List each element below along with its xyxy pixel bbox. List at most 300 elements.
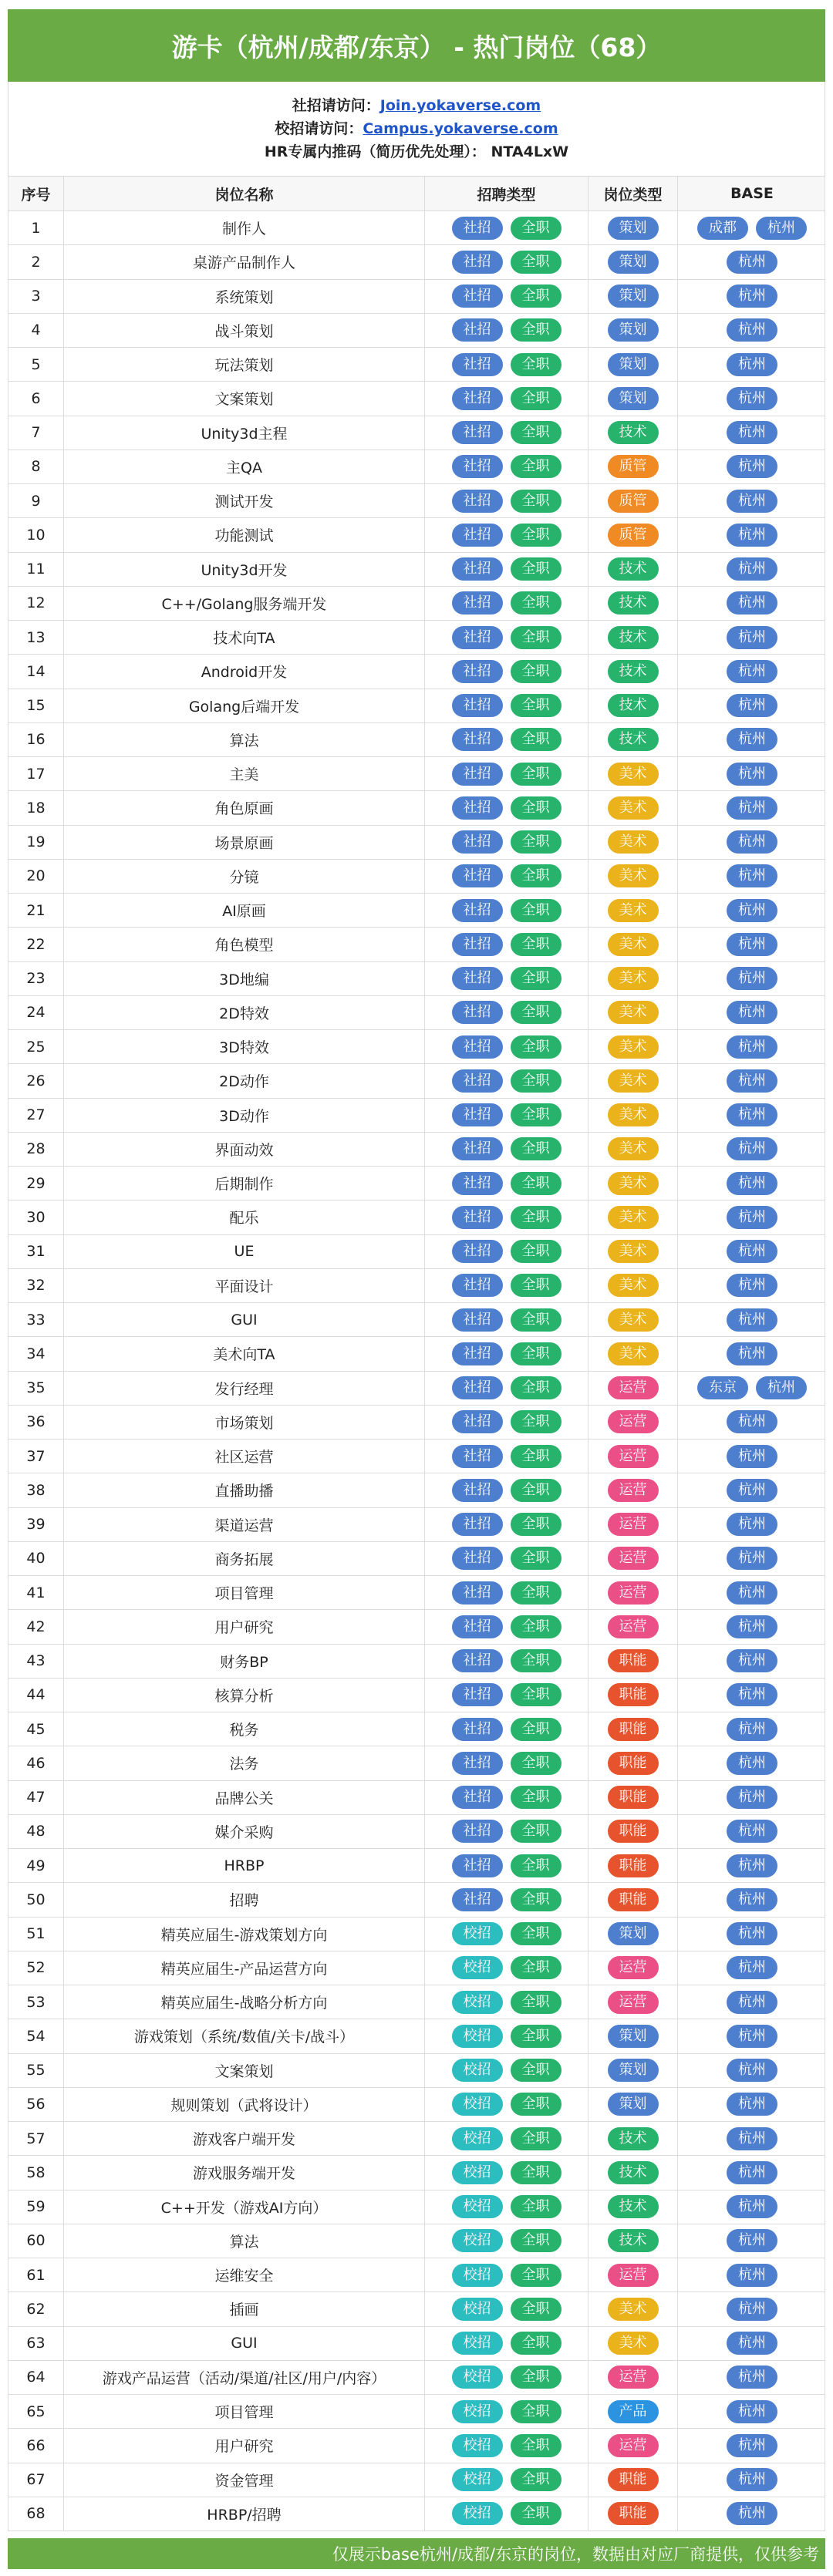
job-type-badge: 策划 [608, 2093, 659, 2116]
base-city-badge: 杭州 [727, 490, 777, 513]
cell-base [678, 1576, 826, 1609]
cell-job-type [588, 1508, 678, 1541]
base-city-badge: 杭州 [727, 591, 777, 615]
employment-badge: 全职 [511, 2059, 562, 2082]
job-type-badge: 运营 [608, 1581, 659, 1605]
cell-hire-type [425, 2292, 588, 2325]
base-city-badge: 杭州 [727, 1786, 777, 1809]
cell-no: 60 [8, 2224, 64, 2258]
cell-hire-type [425, 1883, 588, 1916]
cell-no: 53 [8, 1985, 64, 2019]
cell-hire-type [425, 1951, 588, 1985]
hire-type-badge: 校招 [452, 2264, 503, 2287]
cell-no: 66 [8, 2429, 64, 2462]
base-city-badge: 杭州 [727, 1581, 777, 1605]
hire-type-badge: 社招 [452, 251, 503, 274]
employment-badge: 全职 [511, 2366, 562, 2389]
cell-no: 57 [8, 2122, 64, 2155]
cell-job-type [588, 621, 678, 654]
cell-job-type [588, 2224, 678, 2258]
table-row[interactable] [8, 1645, 825, 1679]
table-row[interactable] [8, 1679, 825, 1712]
table-row[interactable] [8, 416, 825, 450]
campus-link[interactable]: Campus.yokaverse.com [363, 120, 558, 137]
job-type-badge: 职能 [608, 1718, 659, 1741]
cell-job-type [588, 1440, 678, 1473]
base-city-badge: 杭州 [727, 2400, 777, 2423]
cell-job-type [588, 2054, 678, 2087]
cell-hire-type [425, 1372, 588, 1405]
employment-badge: 全职 [511, 2229, 562, 2252]
cell-job-name: 媒介采购 [64, 1815, 425, 1848]
employment-badge: 全职 [511, 1615, 562, 1638]
table-row[interactable] [8, 1610, 825, 1644]
cell-no: 48 [8, 1815, 64, 1848]
cell-job-name: 3D地编 [64, 962, 425, 995]
cell-job-name: 游戏服务端开发 [64, 2156, 425, 2189]
hire-type-badge: 社招 [452, 660, 503, 683]
table-row[interactable] [8, 1372, 825, 1406]
table-row[interactable] [8, 1064, 825, 1098]
hire-type-badge: 社招 [452, 1035, 503, 1059]
table-row[interactable] [8, 2122, 825, 2156]
base-city-badge: 杭州 [727, 1069, 777, 1093]
cell-no: 14 [8, 655, 64, 688]
base-city-badge: 杭州 [727, 1991, 777, 2014]
cell-hire-type [425, 791, 588, 824]
cell-base [678, 2497, 826, 2531]
table-row[interactable] [8, 2395, 825, 2429]
cell-hire-type [425, 1235, 588, 1268]
cell-hire-type [425, 1064, 588, 1097]
employment-badge: 全职 [511, 2093, 562, 2116]
table-row[interactable] [8, 587, 825, 621]
table-row[interactable] [8, 1030, 825, 1064]
job-type-badge: 美术 [608, 1308, 659, 1332]
cell-no: 54 [8, 2019, 64, 2052]
hire-type-badge: 社招 [452, 933, 503, 956]
job-type-badge: 美术 [608, 1172, 659, 1195]
cell-hire-type [425, 2258, 588, 2291]
table-row[interactable] [8, 791, 825, 825]
cell-no: 63 [8, 2327, 64, 2360]
hire-type-badge: 社招 [452, 1547, 503, 1570]
cell-job-type [588, 2258, 678, 2291]
table-row[interactable] [8, 2292, 825, 2326]
employment-badge: 全职 [511, 2434, 562, 2457]
hire-type-badge: 社招 [452, 1513, 503, 1536]
cell-job-name: 财务BP [64, 1645, 425, 1678]
cell-job-name: 角色模型 [64, 928, 425, 961]
table-row[interactable] [8, 2463, 825, 2497]
cell-job-name: 角色原画 [64, 791, 425, 824]
employment-badge: 全职 [511, 2298, 562, 2321]
table-row[interactable] [8, 2156, 825, 2190]
hire-type-badge: 社招 [452, 694, 503, 717]
table-row[interactable] [8, 1099, 825, 1133]
table-row[interactable] [8, 1712, 825, 1746]
employment-badge: 全职 [511, 455, 562, 478]
employment-badge: 全职 [511, 1172, 562, 1195]
cell-hire-type [425, 518, 588, 551]
hire-type-badge: 社招 [452, 1683, 503, 1706]
cell-job-name: 精英应届生-产品运营方向 [64, 1951, 425, 1985]
col-header-base: BASE [730, 185, 774, 202]
cell-base [678, 450, 826, 483]
table-row[interactable] [8, 621, 825, 655]
hire-type-badge: 校招 [452, 2195, 503, 2218]
cell-job-name: 2D特效 [64, 996, 425, 1029]
cell-job-type [588, 587, 678, 620]
job-type-badge: 质管 [608, 455, 659, 478]
social-prefix: 社招请访问： [292, 97, 380, 114]
job-type-badge: 运营 [608, 1513, 659, 1536]
job-type-badge: 美术 [608, 933, 659, 956]
cell-job-name: 界面动效 [64, 1133, 425, 1166]
cell-base [678, 1440, 826, 1473]
cell-job-type [588, 1610, 678, 1643]
hire-type-badge: 社招 [452, 1308, 503, 1332]
cell-base [678, 553, 826, 586]
base-city-badge: 杭州 [727, 1547, 777, 1570]
job-type-badge: 职能 [608, 1649, 659, 1672]
base-city-badge: 杭州 [727, 1513, 777, 1536]
col-header-job-type: 岗位类型 [588, 177, 678, 210]
cell-base [678, 2088, 826, 2121]
cell-job-type [588, 1337, 678, 1370]
hire-type-badge: 校招 [452, 1956, 503, 1979]
table-row[interactable] [8, 2054, 825, 2088]
job-type-badge: 质管 [608, 524, 659, 547]
cell-job-name: 商务拓展 [64, 1542, 425, 1575]
employment-badge: 全职 [511, 318, 562, 342]
employment-badge: 全职 [511, 2195, 562, 2218]
table-row[interactable] [8, 348, 825, 382]
cell-job-type [588, 1951, 678, 1985]
hire-type-badge: 社招 [452, 1240, 503, 1263]
cell-job-name: 场景原画 [64, 826, 425, 859]
table-row[interactable] [8, 1542, 825, 1576]
cell-base [678, 2258, 826, 2291]
cell-job-type [588, 1473, 678, 1507]
cell-job-name: 平面设计 [64, 1269, 425, 1302]
job-type-badge: 运营 [608, 1956, 659, 1979]
table-row[interactable] [8, 1746, 825, 1780]
job-type-badge: 运营 [608, 1479, 659, 1502]
table-row[interactable] [8, 723, 825, 757]
hire-type-badge: 社招 [452, 1581, 503, 1605]
job-type-badge: 职能 [608, 1752, 659, 1775]
job-type-badge: 美术 [608, 2298, 659, 2321]
cell-job-name: 直播助播 [64, 1473, 425, 1507]
table-row[interactable] [8, 2361, 825, 2395]
employment-badge: 全职 [511, 2332, 562, 2355]
job-type-badge: 运营 [608, 2366, 659, 2389]
table-row[interactable] [8, 245, 825, 279]
employment-badge: 全职 [511, 1103, 562, 1126]
job-type-badge: 质管 [608, 490, 659, 513]
hire-type-badge: 社招 [452, 1445, 503, 1468]
table-row[interactable] [8, 689, 825, 723]
employment-badge: 全职 [511, 1342, 562, 1365]
table-row[interactable] [8, 1576, 825, 1610]
table-row[interactable] [8, 280, 825, 314]
cell-job-name: 主QA [64, 450, 425, 483]
cell-job-name: 精英应届生-战略分析方向 [64, 1985, 425, 2019]
table-row[interactable] [8, 1951, 825, 1985]
cell-base [678, 1918, 826, 1951]
cell-job-type [588, 314, 678, 347]
cell-no: 32 [8, 1269, 64, 1302]
base-city-badge: 杭州 [727, 1718, 777, 1741]
table-row[interactable] [8, 1269, 825, 1303]
base-city-badge: 杭州 [727, 1752, 777, 1775]
cell-no: 19 [8, 826, 64, 859]
cell-no: 5 [8, 348, 64, 381]
cell-no: 44 [8, 1679, 64, 1712]
employment-badge: 全职 [511, 728, 562, 751]
cell-job-type [588, 2429, 678, 2462]
employment-badge: 全职 [511, 591, 562, 615]
table-row[interactable] [8, 2019, 825, 2053]
social-link[interactable]: Join.yokaverse.com [379, 97, 541, 114]
cell-base [678, 2361, 826, 2394]
base-city-badge: 杭州 [756, 1376, 807, 1399]
job-type-badge: 产品 [608, 2400, 659, 2423]
cell-job-name: 用户研究 [64, 1610, 425, 1643]
cell-no: 15 [8, 689, 64, 722]
job-type-badge: 美术 [608, 899, 659, 922]
base-city-badge: 杭州 [727, 2298, 777, 2321]
base-city-badge: 杭州 [727, 660, 777, 683]
table-row[interactable] [8, 757, 825, 791]
cell-job-type [588, 1781, 678, 1814]
cell-job-type [588, 518, 678, 551]
cell-no: 2 [8, 245, 64, 278]
cell-base [678, 314, 826, 347]
cell-job-name: 文案策划 [64, 2054, 425, 2087]
employment-badge: 全职 [511, 1035, 562, 1059]
base-city-badge: 杭州 [727, 626, 777, 649]
job-type-badge: 技术 [608, 591, 659, 615]
cell-job-type [588, 962, 678, 995]
cell-base [678, 1167, 826, 1200]
job-type-badge: 美术 [608, 1035, 659, 1059]
table-row[interactable] [8, 2088, 825, 2122]
table-row[interactable] [8, 1883, 825, 1917]
job-type-badge: 策划 [608, 2025, 659, 2048]
table-row[interactable] [8, 2327, 825, 2361]
cell-job-type [588, 791, 678, 824]
job-type-badge: 美术 [608, 864, 659, 887]
cell-base [678, 928, 826, 961]
hire-type-badge: 社招 [452, 1001, 503, 1024]
cell-job-name: 渠道运营 [64, 1508, 425, 1541]
job-type-badge: 美术 [608, 1274, 659, 1297]
table-row[interactable] [8, 1167, 825, 1200]
cell-job-name: GUI [64, 1303, 425, 1336]
hire-type-badge: 校招 [452, 2366, 503, 2389]
base-city-badge: 杭州 [727, 2229, 777, 2252]
base-city-badge: 杭州 [727, 728, 777, 751]
table-row[interactable] [8, 2258, 825, 2292]
hire-type-badge: 社招 [452, 1718, 503, 1741]
job-type-badge: 美术 [608, 830, 659, 854]
table-row[interactable] [8, 1440, 825, 1473]
base-city-badge: 杭州 [727, 796, 777, 820]
cell-no: 12 [8, 587, 64, 620]
table-row[interactable] [8, 1985, 825, 2019]
cell-job-type [588, 2088, 678, 2121]
hire-type-badge: 社招 [452, 1479, 503, 1502]
cell-job-name: 市场策划 [64, 1406, 425, 1439]
base-city-badge: 杭州 [727, 694, 777, 717]
cell-hire-type [425, 1167, 588, 1200]
table-row[interactable] [8, 826, 825, 860]
employment-badge: 全职 [511, 1479, 562, 1502]
cell-job-type [588, 996, 678, 1029]
table-row[interactable] [8, 2497, 825, 2531]
table-row[interactable] [8, 1473, 825, 1507]
table-row[interactable] [8, 962, 825, 996]
table-row[interactable] [8, 1918, 825, 1951]
table-row[interactable] [8, 1508, 825, 1542]
hire-type-badge: 社招 [452, 387, 503, 410]
job-type-badge: 职能 [608, 2502, 659, 2525]
cell-no: 33 [8, 1303, 64, 1336]
hire-type-badge: 校招 [452, 2161, 503, 2184]
cell-base [678, 1645, 826, 1678]
cell-base [678, 791, 826, 824]
base-city-badge: 杭州 [727, 933, 777, 956]
cell-base [678, 1235, 826, 1268]
cell-job-name: C++开发（游戏AI方向） [64, 2190, 425, 2224]
cell-no: 6 [8, 382, 64, 415]
cell-no: 29 [8, 1167, 64, 1200]
cell-hire-type [425, 928, 588, 961]
cell-job-type [588, 245, 678, 278]
cell-job-name: 文案策划 [64, 382, 425, 415]
cell-no: 26 [8, 1064, 64, 1097]
employment-badge: 全职 [511, 1922, 562, 1945]
job-type-badge: 美术 [608, 763, 659, 786]
table-row[interactable] [8, 314, 825, 348]
cell-job-name: 美术向TA [64, 1337, 425, 1370]
employment-badge: 全职 [511, 763, 562, 786]
social-line [292, 94, 541, 117]
cell-base [678, 1610, 826, 1643]
cell-no: 16 [8, 723, 64, 756]
table-row[interactable] [8, 996, 825, 1030]
cell-base [678, 1985, 826, 2019]
employment-badge: 全职 [511, 1956, 562, 1979]
cell-base [678, 1781, 826, 1814]
base-city-badge: 杭州 [727, 1137, 777, 1160]
col-header-hire-type: 招聘类型 [425, 177, 588, 210]
employment-badge: 全职 [511, 1410, 562, 1433]
table-row[interactable] [8, 1781, 825, 1815]
table-row[interactable] [8, 928, 825, 961]
base-city-badge: 杭州 [727, 2264, 777, 2287]
cell-base [678, 1133, 826, 1166]
cell-hire-type [425, 1645, 588, 1678]
base-city-badge: 成都 [697, 217, 748, 240]
table-row[interactable] [8, 1303, 825, 1337]
base-city-badge: 杭州 [727, 2332, 777, 2355]
employment-badge: 全职 [511, 490, 562, 513]
table-row[interactable] [8, 1849, 825, 1883]
table-header [8, 177, 825, 211]
table-row[interactable] [8, 518, 825, 552]
table-row[interactable] [8, 1200, 825, 1234]
hire-type-badge: 社招 [452, 1376, 503, 1399]
table-row[interactable] [8, 211, 825, 245]
table-row[interactable] [8, 450, 825, 484]
table-row[interactable] [8, 1235, 825, 1269]
cell-job-name: 招聘 [64, 1883, 425, 1916]
cell-job-type [588, 1645, 678, 1678]
table-row[interactable] [8, 1133, 825, 1167]
cell-no: 35 [8, 1372, 64, 1405]
base-city-badge: 东京 [697, 1376, 748, 1399]
hire-type-badge: 社招 [452, 796, 503, 820]
cell-hire-type [425, 2361, 588, 2394]
cell-hire-type [425, 1099, 588, 1132]
base-city-badge: 杭州 [727, 2502, 777, 2525]
hire-type-badge: 社招 [452, 353, 503, 376]
info-panel [8, 82, 825, 176]
cell-hire-type [425, 1133, 588, 1166]
table-row[interactable] [8, 2190, 825, 2224]
hire-type-badge: 社招 [452, 285, 503, 308]
hire-type-badge: 社招 [452, 217, 503, 240]
cell-no: 20 [8, 860, 64, 893]
cell-no: 21 [8, 894, 64, 927]
cell-hire-type [425, 826, 588, 859]
hire-type-badge: 校招 [452, 2298, 503, 2321]
hire-type-badge: 社招 [452, 967, 503, 990]
hire-type-badge: 校招 [452, 2468, 503, 2491]
table-row[interactable] [8, 894, 825, 928]
table-row[interactable] [8, 860, 825, 894]
cell-hire-type [425, 1030, 588, 1063]
cell-base [678, 484, 826, 517]
cell-no: 18 [8, 791, 64, 824]
cell-no: 42 [8, 1610, 64, 1643]
job-type-badge: 职能 [608, 1683, 659, 1706]
hire-type-badge: 社招 [452, 1410, 503, 1433]
employment-badge: 全职 [511, 285, 562, 308]
table-row[interactable] [8, 655, 825, 689]
cell-job-name: 游戏产品运营（活动/渠道/社区/用户/内容） [64, 2361, 425, 2394]
table-row[interactable] [8, 2224, 825, 2258]
table-row[interactable] [8, 1337, 825, 1371]
cell-job-type [588, 928, 678, 961]
table-row[interactable] [8, 1406, 825, 1440]
employment-badge: 全职 [511, 660, 562, 683]
table-row[interactable] [8, 484, 825, 518]
table-row[interactable] [8, 553, 825, 587]
table-row[interactable] [8, 382, 825, 416]
employment-badge: 全职 [511, 1854, 562, 1877]
job-type-badge: 美术 [608, 1001, 659, 1024]
table-row[interactable] [8, 2429, 825, 2463]
cell-no: 11 [8, 553, 64, 586]
cell-base [678, 1746, 826, 1780]
base-city-badge: 杭州 [727, 1649, 777, 1672]
table-row[interactable] [8, 1815, 825, 1849]
col-header-no: 序号 [8, 177, 64, 210]
